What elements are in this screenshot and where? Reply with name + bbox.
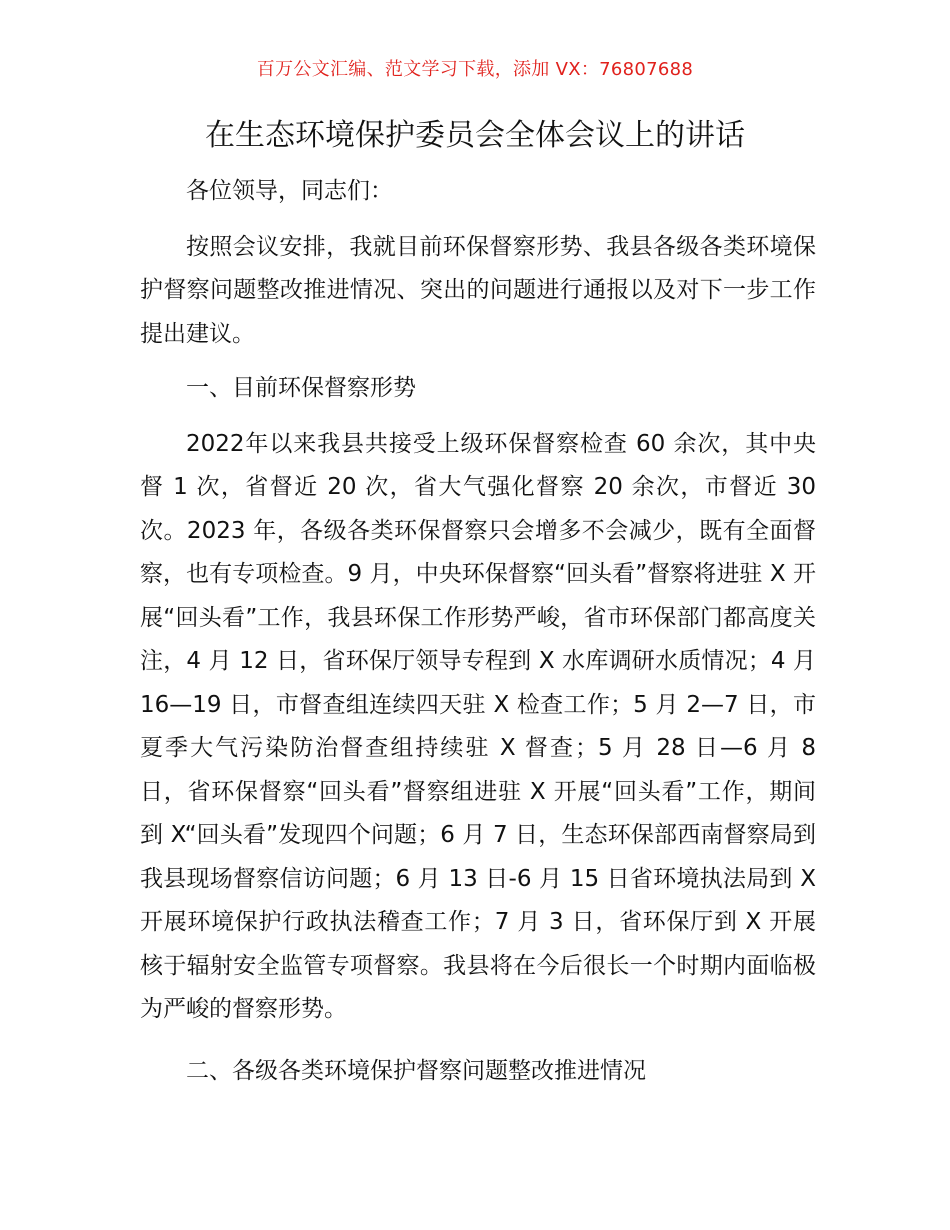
section-1-paragraph: 2022年以来我县共接受上级环保督察检查 60 余次，其中央督 1 次，省督近 20 次，省大气强化督察 20 余次，市督近 30 次。2023 年，各级各类环保督察只会增多不会减少，既有全面督察，也有专项检查。9 月，中央环保督察“回头看”督察将进驻 X 开展“回头看”工作，我县环保工作形势严峻，省市环保部门都高度关注，4 月 12 日，省环保厅领导专程到 X 水库调研水质情况；4 月 16—19 日，市督查组连续四天驻 X 检查工作；5 月 2—7 日，市夏季大气污染防治督查组持续驻 X 督查；5 月 28 日—6 月 8 日，省环保督察“回头看”督察组进驻 X 开展“回头看”工作，期间到 X“回头看”发现四个问题；6 月 7 日，生态环保部西南督察局到我县现场督察信访问题；6 月 13 日-6 月 15 日省环境执法局到 X 开展环境保护行政执法稽查工作；7 月 3 日，省环保厅到 X 开展核于辐射安全监管专项督察。我县将在今后很长一个时期内面临极为严峻的督察形势。 [140, 430, 816, 1022]
document-body [140, 170, 816, 1105]
intro-paragraph: 按照会议安排，我就目前环保督察形势、我县各级各类环境保护督察问题整改推进情况、突出的问题进行通报以及对下一步工作提出建议。 [140, 233, 816, 347]
header-note: 百万公文汇编、范文学习下载，添加 VX：76807688 [256, 59, 694, 80]
greeting: 各位领导，同志们： [186, 178, 393, 204]
section-2-heading: 二、各级各类环境保护督察问题整改推进情况 [186, 1057, 646, 1084]
section-1-heading: 一、目前环保督察形势 [186, 375, 416, 401]
document-title: 在生态环境保护委员会全体会议上的讲话 [205, 118, 745, 153]
